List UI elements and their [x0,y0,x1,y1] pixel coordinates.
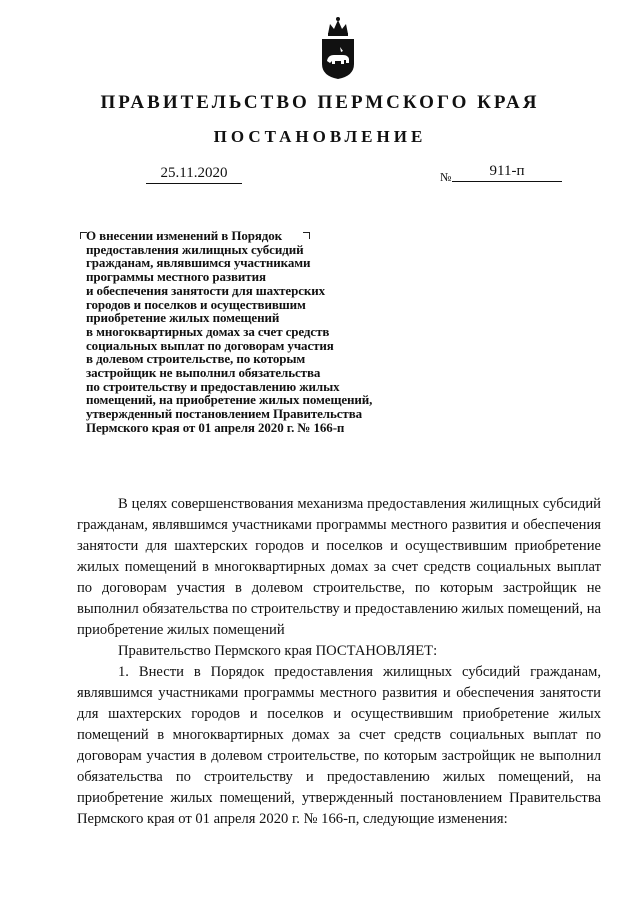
decree-paragraph: Правительство Пермского края ПОСТАНОВЛЯЕТ: [118,643,438,659]
subject-line: городов и поселков и осуществившим [86,296,306,312]
subject-line: по строительству и предоставлению жилых [86,378,340,394]
government-title: ПРАВИТЕЛЬСТВО ПЕРМСКОГО КРАЯ [100,92,540,113]
document-number: 911-п [452,163,562,182]
subject-line: застройщик не выполнил обязательства [86,365,321,381]
document-subject [86,229,426,435]
coat-of-arms-icon [318,14,358,80]
subject-line: Пермского края от 01 апреля 2020 г. № 166-п [86,419,345,435]
preamble-paragraph: В целях совершенствования механизма предоставления жилищных субсидий гражданам, являвшимся участниками программы местного развития и обеспечения занятости для шахтерских городов и поселков и осуществившим приобретение жилых помещений в многоквартирных домах за счет средств социальных выплат по договорам участия в долевом строительстве, по которым застройщик не выполнил обязательства по строительству и предоставлению жилых помещений, на приобретение жилых помещений [77,496,601,638]
item-1-paragraph: 1. Внести в Порядок предоставления жилищных субсидий гражданам, являвшимся участниками программы местного развития и обеспечения занятости для шахтерских городов и поселков и осуществившим приобретение жилых помещений в многоквартирных домах за счет средств социальных выплат по договорам участия в долевом строительстве, по которым застройщик не выполнил обязательства по строительству и предоставлению жилых помещений, на приобретение жилых помещений, утвержденный постановлением Правительства Пермского края от 01 апреля 2020 г. № 166-п, следующие изменения: [77,664,601,827]
subject-line: гражданам, являвшимся участниками [86,255,311,271]
document-type: ПОСТАНОВЛЕНИЕ [213,127,427,146]
number-sign: № [440,170,452,184]
subject-line: утвержденный постановлением Правительства [86,406,363,422]
subject-line: предоставления жилищных субсидий [86,241,304,257]
subject-line: помещений, на приобретение жилых помещений, [86,392,373,408]
subject-line: и обеспечения занятости для шахтерских [86,282,326,298]
subject-line: программы местного развития [86,269,266,285]
document-date: 25.11.2020 [146,165,242,184]
subject-line: приобретение жилых помещений [86,310,280,326]
subject-line: в долевом строительстве, по которым [86,351,306,367]
subject-line: социальных выплат по договорам участия [86,337,334,353]
subject-line: в многоквартирных домах за счет средств [86,323,330,339]
subject-line: О внесении изменений в Порядок [86,228,283,243]
document-body [77,494,601,830]
